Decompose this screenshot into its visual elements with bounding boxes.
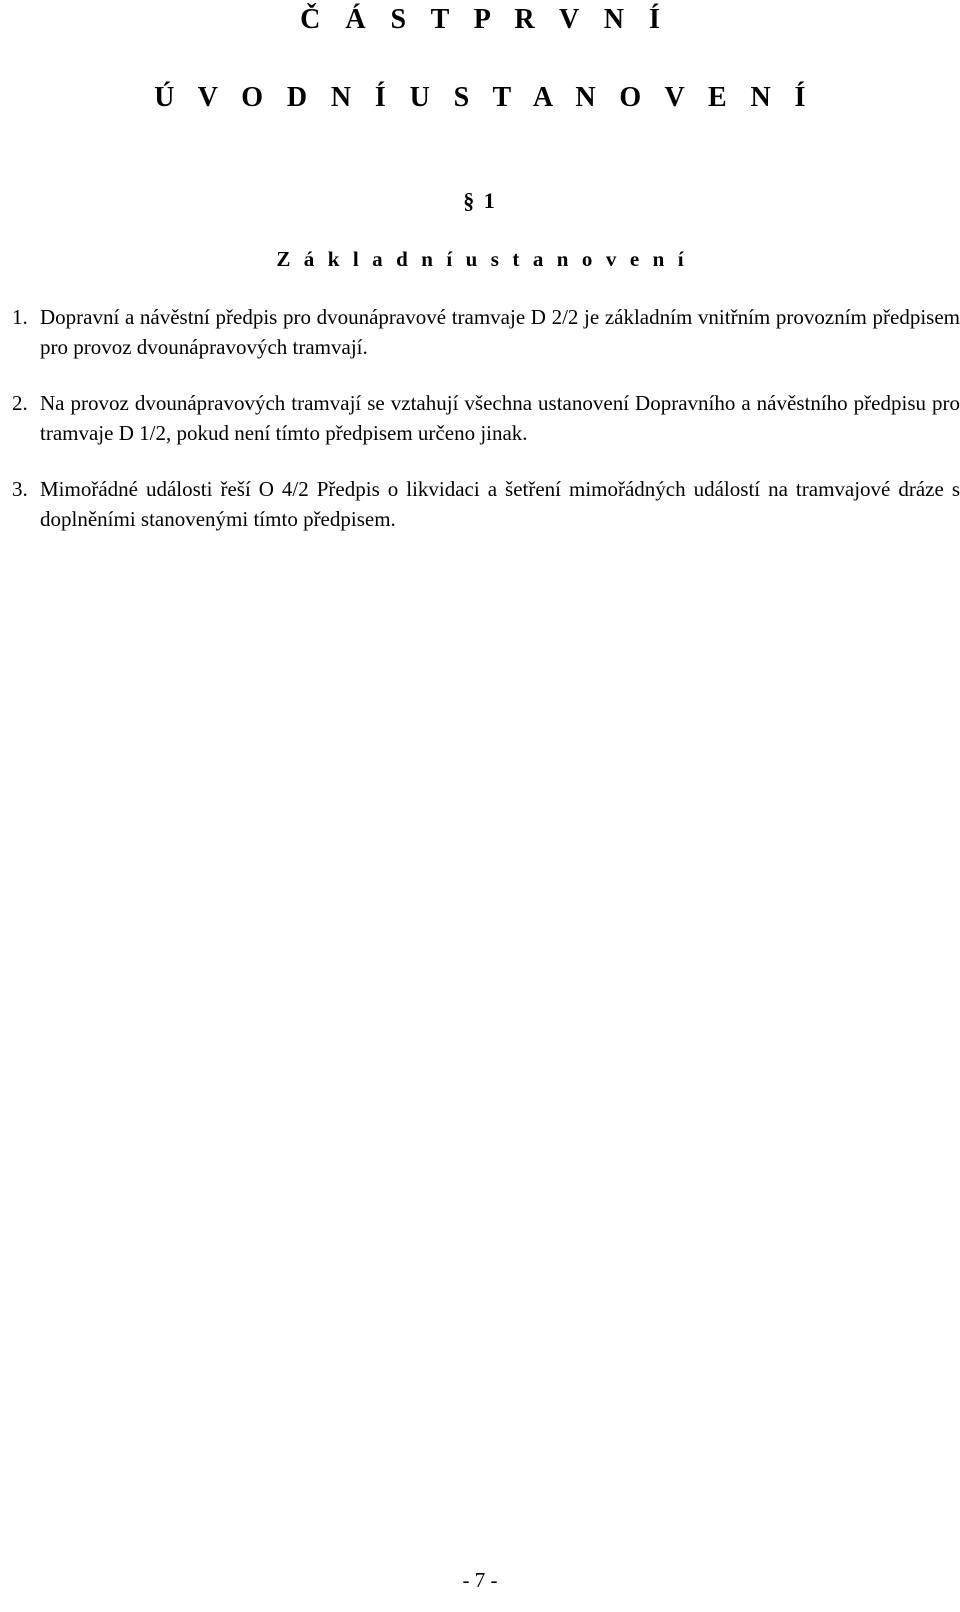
- part-title: Č Á S T P R V N Í: [300, 4, 669, 35]
- part-subtitle: Ú V O D N Í U S T A N O V E N Í: [154, 82, 814, 113]
- paragraph-number: 2.: [12, 391, 28, 415]
- paragraph-2: [12, 388, 960, 448]
- page-number: - 7 -: [462, 1568, 498, 1592]
- paragraph-text: Na provoz dvounápravových tramvají se vztahují všechna ustanovení Dopravního a návěstního předpisu pro tramvaje D 1/2, pokud není tímto předpisem určeno jinak.: [40, 391, 960, 445]
- paragraph-text: Mimořádné události řeší O 4/2 Předpis o likvidaci a šetření mimořádných událostí na tramvajové dráze s doplněními stanovenými tímto předpisem.: [40, 477, 960, 531]
- paragraph-1: [12, 302, 960, 362]
- paragraph-text: Dopravní a návěstní předpis pro dvounápravové tramvaje D 2/2 je základním vnitřním provozním předpisem pro provoz dvounápravových tramvají.: [40, 305, 960, 359]
- section-number: § 1: [463, 188, 497, 213]
- paragraph-3: [12, 474, 960, 534]
- section-title: Z á k l a d n í u s t a n o v e n í: [276, 247, 688, 271]
- paragraph-number: 3.: [12, 477, 28, 501]
- paragraph-number: 1.: [12, 305, 28, 329]
